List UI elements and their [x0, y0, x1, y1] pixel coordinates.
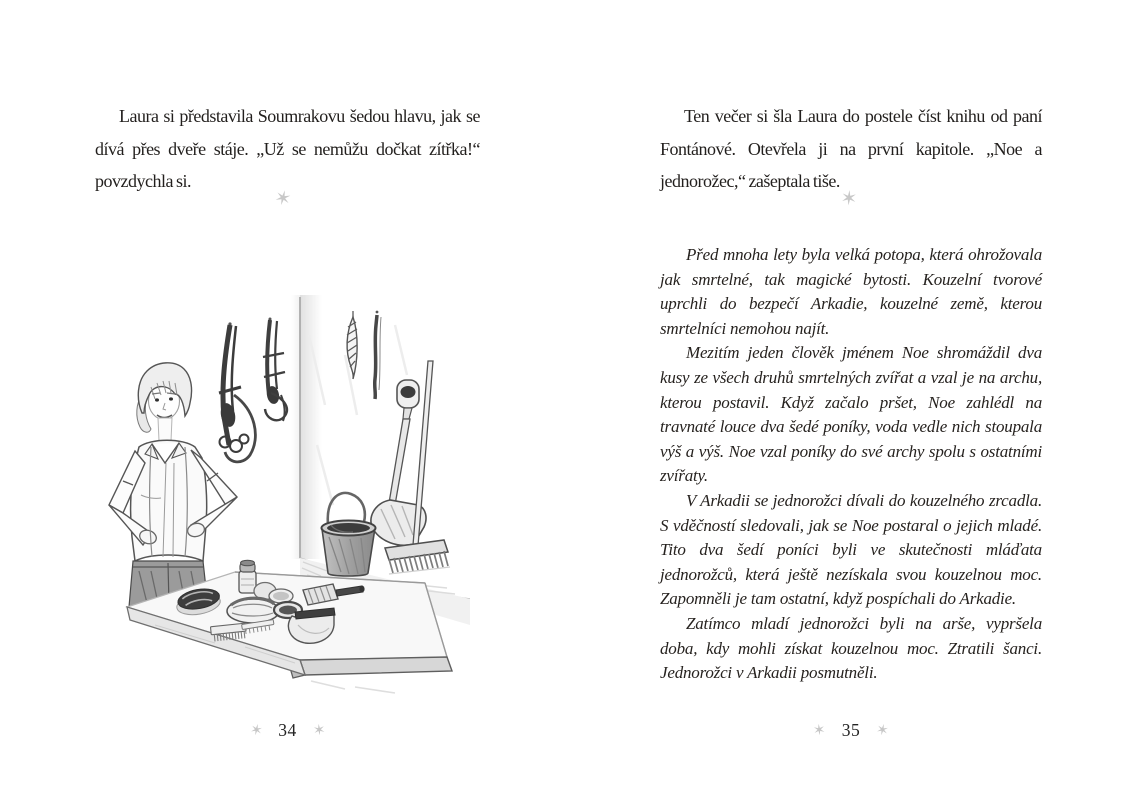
section-divider-star-icon: ✶ [839, 185, 859, 211]
oval-curry-comb [227, 598, 279, 623]
story-paragraph: Před mnoha lety byla velká potopa, která ohrožovala jak smrtelné, tak magické bytosti. Kouzelní tvorové uprchli do bezpečí Arkadie, kouzelné země, kterou smrtelníci nemohou najít. [660, 245, 1042, 338]
hanging-strap [375, 311, 381, 399]
story-paragraph: V Arkadii se jednorožci dívali do kouzelného zrcadla. S vděčností sledovali, jak se Noe postaral o jejich mladé. Tito dva šedí poníci byli ve skutečnosti mláďata jednorožců, která ještě nezískala svou kouzelnou moc. Zapomněli je tam ostatní, když pospíchali do Arkadie. [660, 490, 1042, 609]
tin [269, 589, 293, 603]
right-page-footer [660, 717, 1042, 743]
stable-illustration [95, 295, 470, 705]
left-page-footer [95, 717, 480, 743]
girl [109, 363, 237, 607]
hanging-bridle-right [263, 318, 287, 422]
jar [239, 560, 256, 593]
bucket [322, 493, 376, 576]
footer-star-icon: ✶ [248, 719, 265, 740]
footer-star-icon: ✶ [874, 719, 891, 740]
story-paragraph: Zatímco mladí jednorožci byli na arše, vypršela doba, kdy mohli získat kouzelnou moc. Ztratili šanci. Jednorožci v Arkadii posmutněli. [660, 613, 1042, 683]
section-divider-star-icon: ✶ [271, 184, 295, 212]
right-page-paragraph: Ten večer si šla Laura do postele číst knihu od paní Fontánové. Otevřela ji na první kapitole. „Noe a jednorožec,“ zašeptala tiše. [660, 106, 1042, 191]
storybook-excerpt [660, 243, 1042, 686]
hanging-bridle-left [219, 322, 256, 462]
story-paragraph: Mezitím jeden člověk jménem Noe shromáždil dva kusy ze všech druhů smrtelných zvířat a vzal je na archu, kterou postavil. Když začalo pršet, Noe zahlédl na travnaté louce dva šedé poníky, voda vedle nich stoupala výš a výš. Noe vzal poníky do své archy spolu s ostatními zvířaty. [660, 343, 1042, 486]
footer-star-icon: ✶ [311, 719, 327, 740]
page-number-right: 35 [841, 719, 861, 740]
footer-star-icon: ✶ [812, 719, 827, 740]
page-number-left: 34 [278, 719, 297, 740]
left-page-paragraph: Laura si představila Soumrakovu šedou hlavu, jak se dívá přes dveře stáje. „Už se nemůžu dočkat zítřka!“ povzdychla si. [95, 106, 480, 191]
